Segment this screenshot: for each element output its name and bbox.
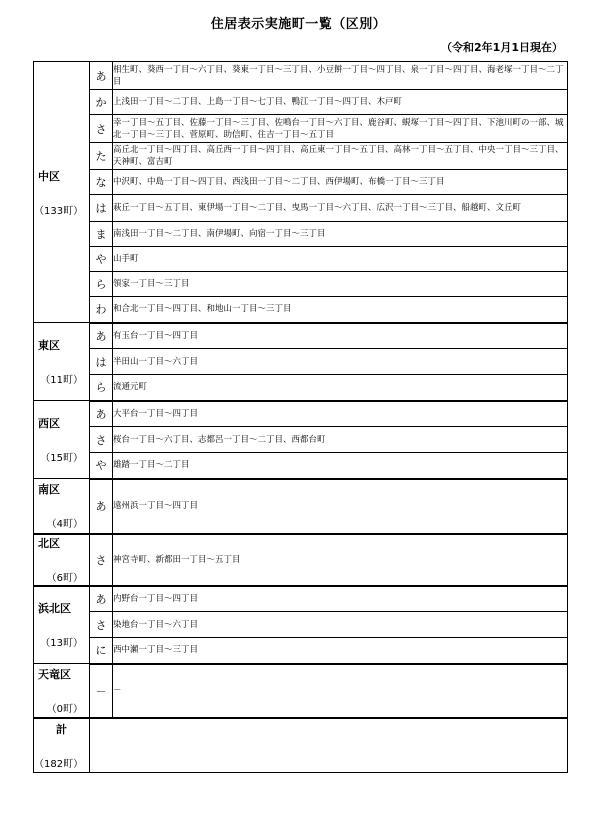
ward-count: （4町） <box>46 519 83 531</box>
kana-index: わ <box>90 297 113 323</box>
ward-row <box>34 115 568 143</box>
town-list: 西中瀬一丁目～三丁目 <box>113 638 568 664</box>
town-list: 桜台一丁目～六丁目、志都呂一丁目～二丁目、西都台町 <box>113 427 568 453</box>
ward-row <box>34 297 568 323</box>
ward-count: （133町） <box>34 205 84 217</box>
ward-count: （0町） <box>46 703 83 715</box>
kana-index: ら <box>90 272 113 297</box>
total-row <box>34 718 568 773</box>
ward-row <box>34 90 568 115</box>
kana-index: に <box>90 638 113 664</box>
ward-cell <box>34 534 90 586</box>
town-list: 染地台一丁目～六丁目 <box>113 612 568 638</box>
ward-row <box>34 427 568 453</box>
town-list: 上浅田一丁目～二丁目、上島一丁目～七丁目、鴨江一丁目～四丁目、木戸町 <box>113 90 568 115</box>
kana-index: ま <box>90 222 113 247</box>
ward-row <box>34 638 568 664</box>
town-list: 山手町 <box>113 247 568 272</box>
town-list: 高丘北一丁目～四丁目、高丘西一丁目～四丁目、高丘東一丁目～五丁目、高林一丁目～五丁目、中央一丁目～三丁目、天神町、富吉町 <box>113 143 568 170</box>
ward-cell <box>34 664 90 718</box>
kana-index: さ <box>90 534 113 586</box>
town-list: 雄踏一丁目～二丁目 <box>113 453 568 479</box>
ward-row <box>34 222 568 247</box>
ward-cell <box>34 586 90 664</box>
town-list: 半田山一丁目～六丁目 <box>113 349 568 375</box>
total-label: 計 <box>56 722 67 736</box>
as-of-date: （令和2年1月1日現在） <box>441 41 563 54</box>
town-list: 内野台一丁目～四丁目 <box>113 586 568 612</box>
ward-name: 西区 <box>38 417 60 430</box>
ward-row <box>34 349 568 375</box>
ward-row <box>34 612 568 638</box>
ward-name: 中区 <box>38 169 60 183</box>
ward-row <box>34 195 568 222</box>
ward-row <box>34 453 568 479</box>
total-count: （182町） <box>34 758 84 770</box>
town-list: 有玉台一丁目～四丁目 <box>113 323 568 349</box>
ward-cell <box>34 323 90 401</box>
ward-row <box>34 401 568 427</box>
ward-name: 東区 <box>38 339 60 352</box>
ward-count: （11町） <box>40 375 83 386</box>
town-list: 南浅田一丁目～二丁目、南伊場町、向宿一丁目～三丁目 <box>113 222 568 247</box>
ward-town-table <box>33 61 568 773</box>
ward-count: （13町） <box>40 638 83 650</box>
ward-row <box>34 323 568 349</box>
ward-row <box>34 170 568 195</box>
kana-index: は <box>90 349 113 375</box>
kana-index: あ <box>90 586 113 612</box>
ward-row <box>34 664 568 718</box>
ward-name: 北区 <box>38 537 60 550</box>
ward-count: （6町） <box>46 573 83 584</box>
kana-index: は <box>90 195 113 222</box>
ward-row <box>34 62 568 90</box>
kana-index: あ <box>90 479 113 534</box>
kana-index: さ <box>90 427 113 453</box>
kana-index: あ <box>90 323 113 349</box>
kana-index: ら <box>90 375 113 401</box>
kana-index: あ <box>90 401 113 427</box>
ward-name: 南区 <box>38 483 60 497</box>
town-list: 神宮寺町、新都田一丁目～五丁目 <box>113 534 568 586</box>
ward-name: 浜北区 <box>38 602 71 616</box>
ward-row <box>34 534 568 586</box>
kana-index: や <box>90 453 113 479</box>
kana-index: か <box>90 90 113 115</box>
kana-index: － <box>90 664 113 718</box>
town-list: 領家一丁目～三丁目 <box>113 272 568 297</box>
ward-row <box>34 479 568 534</box>
kana-index: さ <box>90 612 113 638</box>
page-title: 住居表示実施町一覧（区別） <box>210 17 387 32</box>
ward-cell <box>34 401 90 479</box>
ward-row <box>34 247 568 272</box>
kana-index: さ <box>90 115 113 143</box>
town-list: 萩丘一丁目～五丁目、東伊場一丁目～二丁目、曳馬一丁目～六丁目、広沢一丁目～三丁目、船越町、文丘町 <box>113 195 568 222</box>
ward-row <box>34 586 568 612</box>
ward-cell <box>34 479 90 534</box>
town-list: － <box>113 664 568 718</box>
ward-row <box>34 272 568 297</box>
ward-row <box>34 143 568 170</box>
town-list: 幸一丁目～五丁目、佐藤一丁目～三丁目、佐鳴台一丁目～六丁目、鹿谷町、蜆塚一丁目～四丁目、下池川町の一部、城北一丁目～三丁目、菅原町、助信町、住吉一丁目～五丁目 <box>113 115 568 143</box>
town-list: 流通元町 <box>113 375 568 401</box>
town-list: 遠州浜一丁目～四丁目 <box>113 479 568 534</box>
town-list: 大平台一丁目～四丁目 <box>113 401 568 427</box>
total-cell <box>34 718 90 773</box>
town-list: 和合北一丁目～四丁目、和地山一丁目～三丁目 <box>113 297 568 323</box>
kana-index: あ <box>90 62 113 90</box>
town-list: 相生町、葵西一丁目～六丁目、葵東一丁目～三丁目、小豆餅一丁目～四丁目、泉一丁目～四丁目、海老塚一丁目～二丁目 <box>113 62 568 90</box>
ward-name: 天竜区 <box>38 667 71 681</box>
ward-cell <box>34 62 90 323</box>
kana-index: や <box>90 247 113 272</box>
kana-index: な <box>90 170 113 195</box>
total-empty-cell <box>90 718 568 773</box>
kana-index: た <box>90 143 113 170</box>
ward-count: （15町） <box>40 453 83 464</box>
ward-row <box>34 375 568 401</box>
town-list: 中沢町、中島一丁目～四丁目、西浅田一丁目～二丁目、西伊場町、布橋一丁目～三丁目 <box>113 170 568 195</box>
